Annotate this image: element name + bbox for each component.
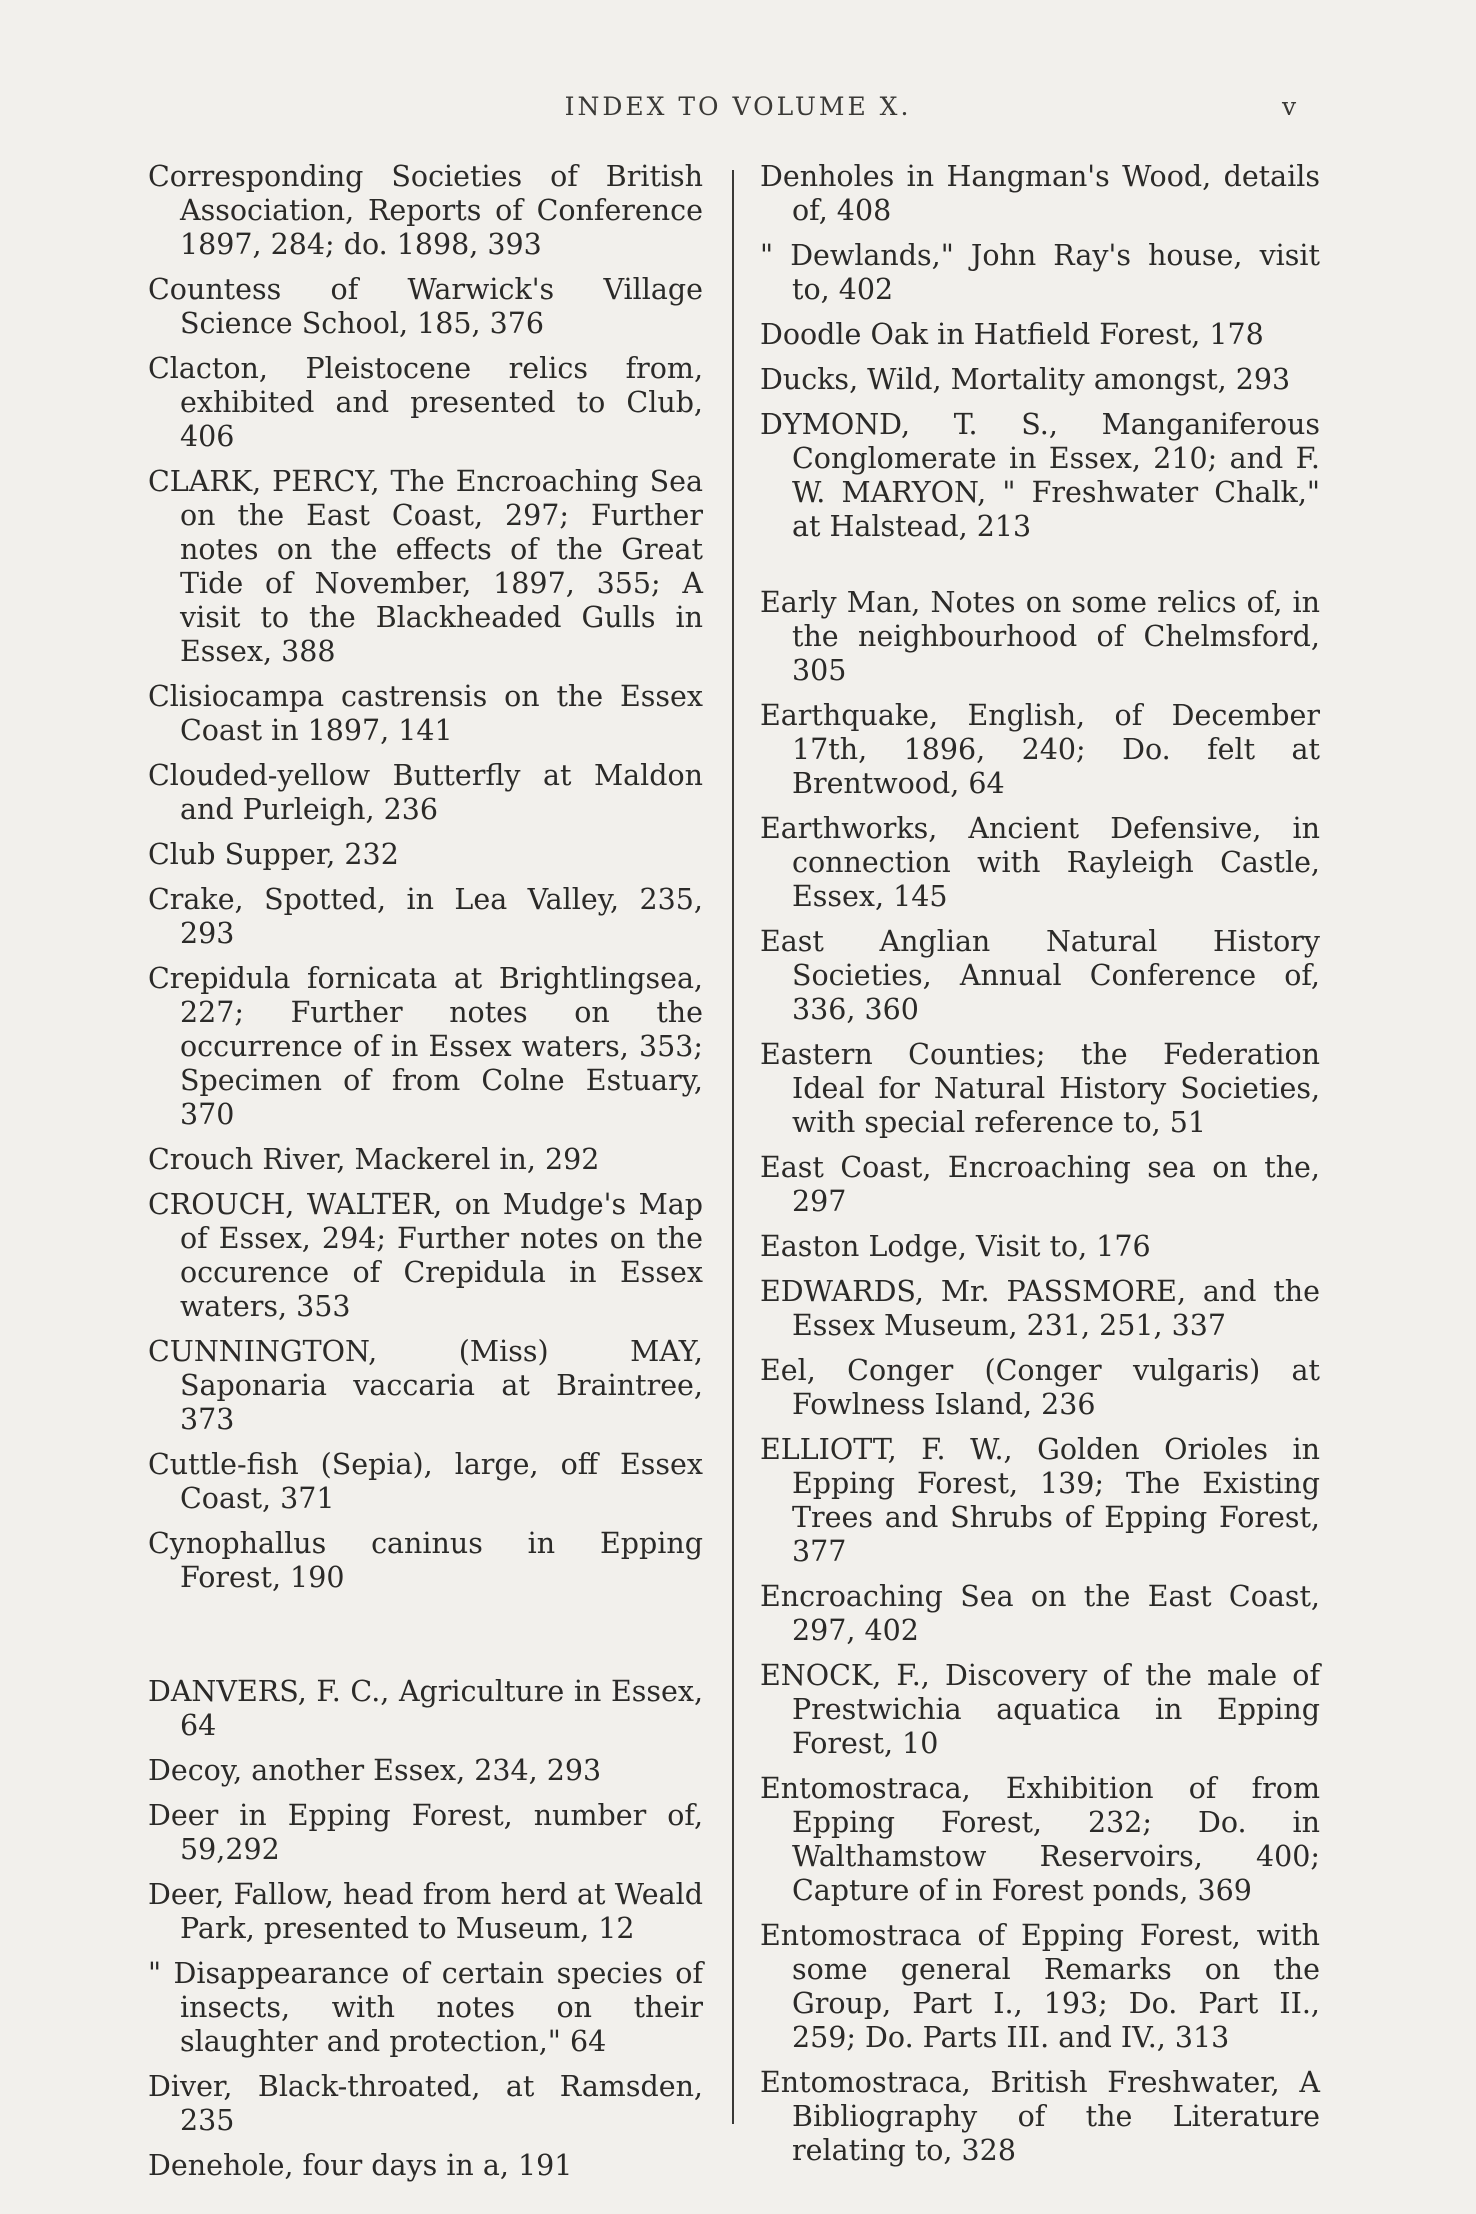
index-entry: Easton Lodge, Visit to, 176 bbox=[760, 1230, 1151, 1263]
index-entry: Early Man, Notes on some relics of, in the neighbourhood of Chelmsford, 305 bbox=[760, 586, 1320, 687]
index-entry: Cynophallus caninus in Epping Forest, 190 bbox=[148, 1527, 703, 1594]
index-entry: " Dewlands," John Ray's house, visit to, 402 bbox=[760, 239, 1320, 306]
index-entry: Crake, Spotted, in Lea Valley, 235, 293 bbox=[148, 883, 703, 950]
index-entry: Countess of Warwick's Village Science School, 185, 376 bbox=[148, 273, 703, 340]
index-entry: Clacton, Pleistocene relics from, exhibited and presented to Club, 406 bbox=[148, 352, 703, 453]
index-entry: Earthworks, Ancient Defensive, in connection with Rayleigh Castle, Essex, 145 bbox=[760, 812, 1320, 913]
index-entry: Deer, Fallow, head from herd at Weald Park, presented to Museum, 12 bbox=[148, 1878, 703, 1945]
index-entry: East Coast, Encroaching sea on the, 297 bbox=[760, 1151, 1320, 1218]
index-entry: DYMOND, T. S., Manganiferous Conglomerate in Essex, 210; and F. W. MARYON, " Freshwater Chalk," at Halstead, 213 bbox=[760, 408, 1320, 543]
index-entry: Ducks, Wild, Mortality amongst, 293 bbox=[760, 363, 1291, 396]
index-entry: Encroaching Sea on the East Coast, 297, 402 bbox=[760, 1580, 1320, 1647]
page-number: v bbox=[1282, 92, 1297, 121]
left-column bbox=[148, 160, 703, 2194]
index-entry: ENOCK, F., Discovery of the male of Prestwichia aquatica in Epping Forest, 10 bbox=[760, 1659, 1320, 1760]
index-entry: Eastern Counties; the Federation Ideal for Natural History Societies, with special reference to, 51 bbox=[760, 1038, 1320, 1139]
index-entry: CROUCH, WALTER, on Mudge's Map of Essex, 294; Further notes on the occurence of Crepidula in Essex waters, 353 bbox=[148, 1188, 703, 1323]
index-entry: Clouded-yellow Butterfly at Maldon and Purleigh, 236 bbox=[148, 759, 703, 826]
index-entry: Club Supper, 232 bbox=[148, 838, 399, 871]
index-entry: Crepidula fornicata at Brightlingsea, 227; Further notes on the occurrence of in Essex waters, 353; Specimen of from Colne Estuary, 370 bbox=[148, 962, 703, 1131]
right-column bbox=[760, 160, 1320, 2179]
index-entry: Doodle Oak in Hatfield Forest, 178 bbox=[760, 318, 1264, 351]
index-entry: Eel, Conger (Conger vulgaris) at Fowlness Island, 236 bbox=[760, 1354, 1320, 1421]
index-entry: DANVERS, F. C., Agriculture in Essex, 64 bbox=[148, 1675, 703, 1742]
index-entry: Cuttle-fish (Sepia), large, off Essex Coast, 371 bbox=[148, 1448, 703, 1515]
index-entry: Denehole, four days in a, 191 bbox=[148, 2149, 573, 2182]
index-entry: CLARK, PERCY, The Encroaching Sea on the East Coast, 297; Further notes on the effects of the Great Tide of November, 1897, 355; A visit to the Blackheaded Gulls in Essex, 388 bbox=[148, 465, 703, 668]
running-title: INDEX TO VOLUME X. bbox=[564, 92, 912, 121]
column-divider bbox=[732, 170, 734, 2124]
index-entry: CUNNINGTON, (Miss) MAY, Saponaria vaccaria at Braintree, 373 bbox=[148, 1335, 703, 1436]
index-entry: Deer in Epping Forest, number of, 59,292 bbox=[148, 1799, 703, 1866]
index-entry: ELLIOTT, F. W., Golden Orioles in Epping Forest, 139; The Existing Trees and Shrubs of Epping Forest, 377 bbox=[760, 1433, 1320, 1568]
index-entry: Diver, Black-throated, at Ramsden, 235 bbox=[148, 2070, 703, 2137]
index-entry: EDWARDS, Mr. PASSMORE, and the Essex Museum, 231, 251, 337 bbox=[760, 1275, 1320, 1342]
index-entry: Clisiocampa castrensis on the Essex Coast in 1897, 141 bbox=[148, 680, 703, 747]
index-entry: Earthquake, English, of December 17th, 1896, 240; Do. felt at Brentwood, 64 bbox=[760, 699, 1320, 800]
index-entry: Entomostraca, Exhibition of from Epping Forest, 232; Do. in Walthamstow Reservoirs, 400; Capture of in Forest ponds, 369 bbox=[760, 1772, 1320, 1907]
index-entry: Crouch River, Mackerel in, 292 bbox=[148, 1143, 600, 1176]
index-entry: Decoy, another Essex, 234, 293 bbox=[148, 1754, 602, 1787]
index-entry: Corresponding Societies of British Association, Reports of Conference 1897, 284; do. 1898, 393 bbox=[148, 160, 703, 261]
index-entry: Denholes in Hangman's Wood, details of, 408 bbox=[760, 160, 1320, 227]
index-entry: East Anglian Natural History Societies, Annual Conference of, 336, 360 bbox=[760, 925, 1320, 1026]
index-entry: " Disappearance of certain species of insects, with notes on their slaughter and protection," 64 bbox=[148, 1957, 703, 2058]
index-entry: Entomostraca, British Freshwater, A Bibliography of the Literature relating to, 328 bbox=[760, 2066, 1320, 2167]
index-entry: Entomostraca of Epping Forest, with some general Remarks on the Group, Part I., 193; Do. Part II., 259; Do. Parts III. and IV., 313 bbox=[760, 1919, 1320, 2054]
page-header bbox=[0, 92, 1476, 128]
